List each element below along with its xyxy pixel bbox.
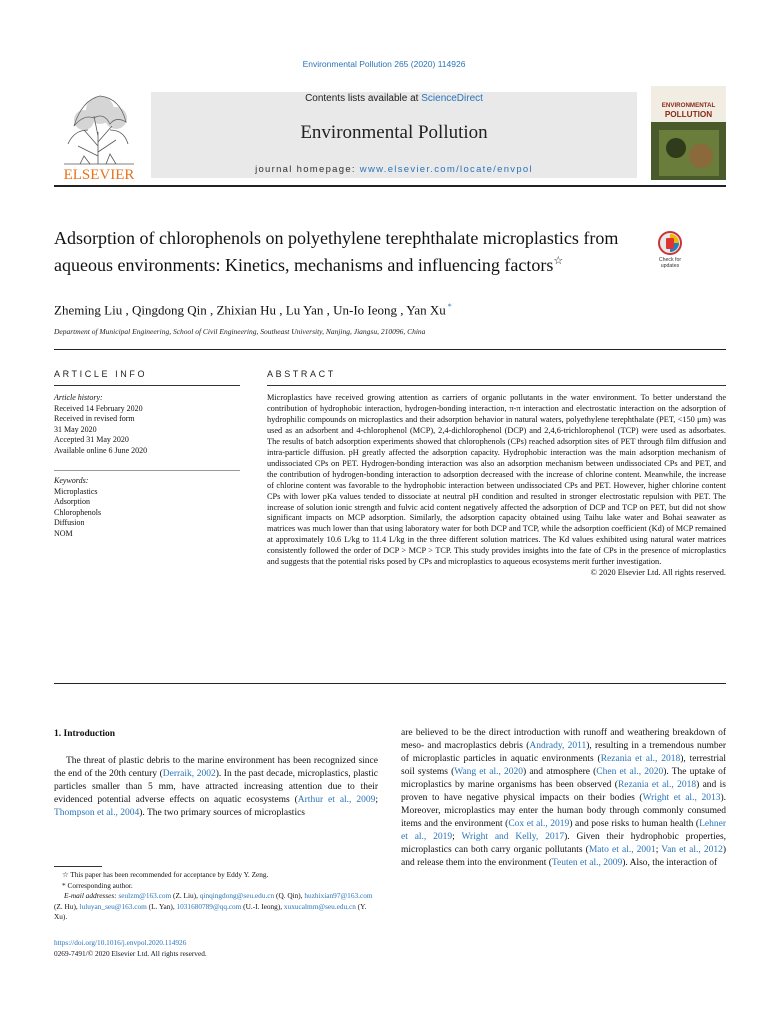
- history-item: Accepted 31 May 2020: [54, 435, 129, 444]
- issn-line: 0269-7491/© 2020 Elsevier Ltd. All rights reserved.: [54, 948, 207, 958]
- abstract-heading: ABSTRACT: [267, 369, 336, 379]
- author-list: [54, 302, 714, 318]
- body-text: ). Given their hydrophobic properties, microplastics can both carry organic pollutants (: [401, 832, 727, 855]
- body-text: ). Also, the interaction of: [622, 858, 718, 868]
- article-title: [54, 227, 644, 277]
- article-info-heading: ARTICLE INFO: [54, 369, 148, 379]
- keyword: Diffusion: [54, 518, 85, 527]
- history-label: Article history:: [54, 393, 103, 402]
- title-footnote-mark[interactable]: ☆: [553, 255, 564, 267]
- citation-link[interactable]: Cox et al., 2019: [508, 819, 570, 829]
- body-text: ) and is proven to have negative physical impacts on their bodies (: [401, 780, 727, 803]
- email-link[interactable]: 1031680789@qq.com: [176, 901, 242, 911]
- history-item: Received in revised form: [54, 414, 135, 423]
- elsevier-wordmark: ELSEVIER: [63, 167, 135, 182]
- author-affiliation: Department of Municipal Engineering, School of Civil Engineering, Southeast University, Nanjing, Jiangsu, 210096, China: [54, 327, 426, 336]
- footnote-corresponding: [54, 881, 378, 892]
- citation-link[interactable]: Wright et al., 2013: [642, 793, 721, 803]
- footnote-mark: ☆: [62, 870, 69, 879]
- email-owner: (L. Yan),: [146, 901, 177, 911]
- article-title-text: Adsorption of chlorophenols on polyethylene terephthalate microplastics from aqueous environments: Kinetics, mechanisms and influencing factors: [54, 228, 619, 275]
- journal-citation[interactable]: Environmental Pollution 265 (2020) 114926: [302, 59, 466, 69]
- body-text: ). The uptake of microplastics by marine organisms has been observed (: [401, 767, 726, 790]
- abstract-bottom-rule: [54, 683, 726, 684]
- email-link[interactable]: seulzm@163.com: [118, 891, 172, 901]
- history-item: 31 May 2020: [54, 424, 97, 434]
- email-link[interactable]: xuxucalmm@seu.edu.cn: [283, 901, 356, 911]
- keyword: Microplastics: [54, 486, 98, 496]
- email-owner: (Z. Liu),: [171, 891, 200, 901]
- email-link[interactable]: huzhixian97@163.com: [304, 891, 373, 901]
- citation-link[interactable]: Andrady, 2011: [529, 741, 587, 751]
- citation-link[interactable]: Mato et al., 2001: [588, 845, 656, 855]
- cover-title-line2: POLLUTION: [664, 110, 713, 119]
- crossmark-label-2: updates: [660, 263, 680, 269]
- citation-link[interactable]: Rezania et al., 2018: [617, 780, 697, 790]
- body-column-right: [401, 727, 726, 870]
- crossmark-label: Check for: [658, 257, 682, 263]
- section-heading-introduction: 1. Introduction: [54, 729, 116, 739]
- body-text: ) and pose risks to human health (: [569, 819, 700, 829]
- article-info-rule: [54, 385, 240, 386]
- title-rule: [54, 349, 726, 350]
- doi-link[interactable]: https://doi.org/10.1016/j.envpol.2020.114926: [54, 938, 187, 947]
- abstract: [267, 393, 726, 579]
- citation-link[interactable]: Wang et al., 2020: [454, 767, 524, 777]
- body-text: ;: [375, 795, 378, 805]
- keyword: NOM: [54, 528, 73, 538]
- citation-link[interactable]: Van et al., 2012: [661, 845, 723, 855]
- abstract-rule: [267, 385, 726, 386]
- homepage-prefix: journal homepage:: [255, 164, 360, 175]
- footnote-rule: [54, 866, 102, 867]
- citation-link[interactable]: Thompson et al., 2004: [54, 808, 140, 818]
- email-link[interactable]: luluyan_seu@163.com: [79, 901, 147, 911]
- header-rule: [54, 185, 726, 187]
- email-label: E-mail addresses:: [64, 891, 119, 901]
- body-column-left: [54, 755, 378, 820]
- body-text: ) and release them into the environment (: [401, 845, 726, 868]
- abstract-text: Microplastics have received growing attention as carriers of organic pollutants in the water environment. To better understand the contribution of hydrophobic interaction, hydrogen-bonding interaction, π-π interaction and electrostatic interaction on the adsorption of hydrophilic compounds on microplastics and their adsorption behavior in natural waters, polyethylene terephthalate (PET, <150 μm) was used as an adsorbent and 4-chlorophenol (MCP), 2,4-dichlorophenol (DCP) and 2,4,6-trichlorophenol (TCP) were used as adsorbates. The results of batch adsorption experiments showed that chlorophenols (CPs) reached adsorption sites of PET through film diffusion and intra-particle diffusion. pH greatly affected the adsorption capacity. Hydrophobic interaction was the main adsorption mechanism of undissociated CPs on PET. Hydrogen-bonding interaction was also an adsorption mechanism between undissociated CPs and PET, and the contribution of hydrogen-bonding interaction to adsorption decreased with the increase of chlorine content. Meanwhile, the increase of chlorine content was favorable to the hydrophobic interaction between undissociated CPs and PET. However, higher chlorine content CPs with lower pKa values tended to dissociate at neutral pH condition and resulted in stronger electrostatic repulsion with PET. The increase of solution ionic strength and fulvic acid content negatively affected the adsorption of DCP and TCP on PET, but did not show significant impacts on MCP adsorption. Similarly, the adsorption capacity obtained using Taihu lake water and Bohai seawater as matrices was much lower than that using laboratory water for both DCP and TCP, while the adsorption coefficient (Kd) of MCP remained at approximately 10.6 L/kg to 11.4 L/kg in the three different solution matrices. The Kd values exhibited using natural water matrices consistently followed the order of DCP > MCP > TCP. This study provides insights into the fate of CPs in the presence of microplastics and suggests that the potential risks posed by CPs and microplastics to aqueous ecosystems merit further investigation.: [267, 393, 726, 567]
- email-owner: (Z. Hu),: [54, 901, 80, 911]
- article-identifiers: [54, 938, 207, 959]
- homepage-link[interactable]: www.elsevier.com/locate/envpol: [359, 164, 533, 175]
- body-text: ;: [655, 845, 662, 855]
- footnote-recommendation: [54, 870, 378, 881]
- body-text: ;: [452, 832, 462, 842]
- check-for-updates-badge[interactable]: [652, 230, 688, 270]
- email-owner: (U.-I. Ieong),: [241, 901, 284, 911]
- body-text: ). The two primary sources of microplastics: [139, 808, 306, 818]
- citation-link[interactable]: Lehner et al., 2019: [401, 819, 726, 842]
- keyword: Adsorption: [54, 497, 90, 506]
- journal-cover-image[interactable]: [651, 86, 726, 180]
- journal-name: Environmental Pollution: [300, 122, 488, 143]
- citation-link[interactable]: Derraik, 2002: [162, 769, 216, 779]
- body-text: ), resulting in a tremendous number of microplastic particles in aquatic environments (: [401, 741, 726, 764]
- body-text: ). Moreover, microplastics may enter the human body through commonly consumed items and the environment (: [401, 793, 726, 829]
- footnote-recommendation-text: This paper has been recommended for acceptance by Eddy Y. Zeng.: [70, 870, 269, 879]
- citation-link[interactable]: Arthur et al., 2009: [297, 795, 376, 805]
- sciencedirect-link[interactable]: ScienceDirect: [421, 93, 483, 104]
- footnote-corresponding-text: Corresponding author.: [67, 880, 133, 890]
- keywords-rule: [54, 470, 240, 471]
- history-item: Received 14 February 2020: [54, 403, 143, 413]
- citation-link[interactable]: Wright and Kelly, 2017: [461, 832, 565, 842]
- cover-title-line1: ENVIRONMENTAL: [661, 102, 716, 109]
- journal-title-box: [151, 92, 637, 178]
- body-text: are believed to be the direct introduction with runoff and weathering breakdown of meso- and macroplastics debris (: [401, 728, 726, 751]
- citation-link[interactable]: Chen et al., 2020: [596, 767, 664, 777]
- body-text: ) and atmosphere (: [523, 767, 597, 777]
- keywords-label: Keywords:: [54, 476, 89, 485]
- history-item: Available online 6 June 2020: [54, 445, 148, 455]
- contents-line: [151, 93, 637, 104]
- citation-link[interactable]: Teuten et al., 2009: [551, 858, 623, 868]
- keyword: Chlorophenols: [54, 507, 102, 517]
- footnote-mark: *: [62, 880, 66, 890]
- article-history: [54, 393, 240, 456]
- footnotes: [54, 870, 378, 923]
- journal-header: [54, 86, 726, 182]
- email-owner: (Q. Qin),: [274, 891, 305, 901]
- homepage-line: [151, 164, 637, 175]
- body-text: The threat of plastic debris to the marine environment has been recognized since the end of the 20th century (: [54, 756, 378, 779]
- keywords: [54, 476, 240, 539]
- corresponding-author-mark[interactable]: *: [447, 302, 452, 311]
- body-text: ), terrestrial soil systems (: [401, 754, 726, 777]
- email-owner: (Y. Xu).: [54, 901, 367, 922]
- abstract-copyright: © 2020 Elsevier Ltd. All rights reserved.: [590, 568, 726, 578]
- elsevier-logo[interactable]: [54, 86, 144, 182]
- email-link[interactable]: qinqingdong@seu.edu.cn: [199, 891, 275, 901]
- footnote-emails: [46, 891, 378, 923]
- authors-text: Zheming Liu , Qingdong Qin , Zhixian Hu , Lu Yan , Un-Io Ieong , Yan Xu: [54, 302, 446, 318]
- citation-link[interactable]: Rezania et al., 2018: [600, 754, 681, 764]
- body-text: ). In the past decade, microplastics, plastic particles smaller than 5 mm, have attracted increasing attention due to their evidenced potential adverse effects on aquatic ecosystems (: [54, 769, 378, 805]
- contents-prefix: Contents lists available at: [305, 93, 422, 104]
